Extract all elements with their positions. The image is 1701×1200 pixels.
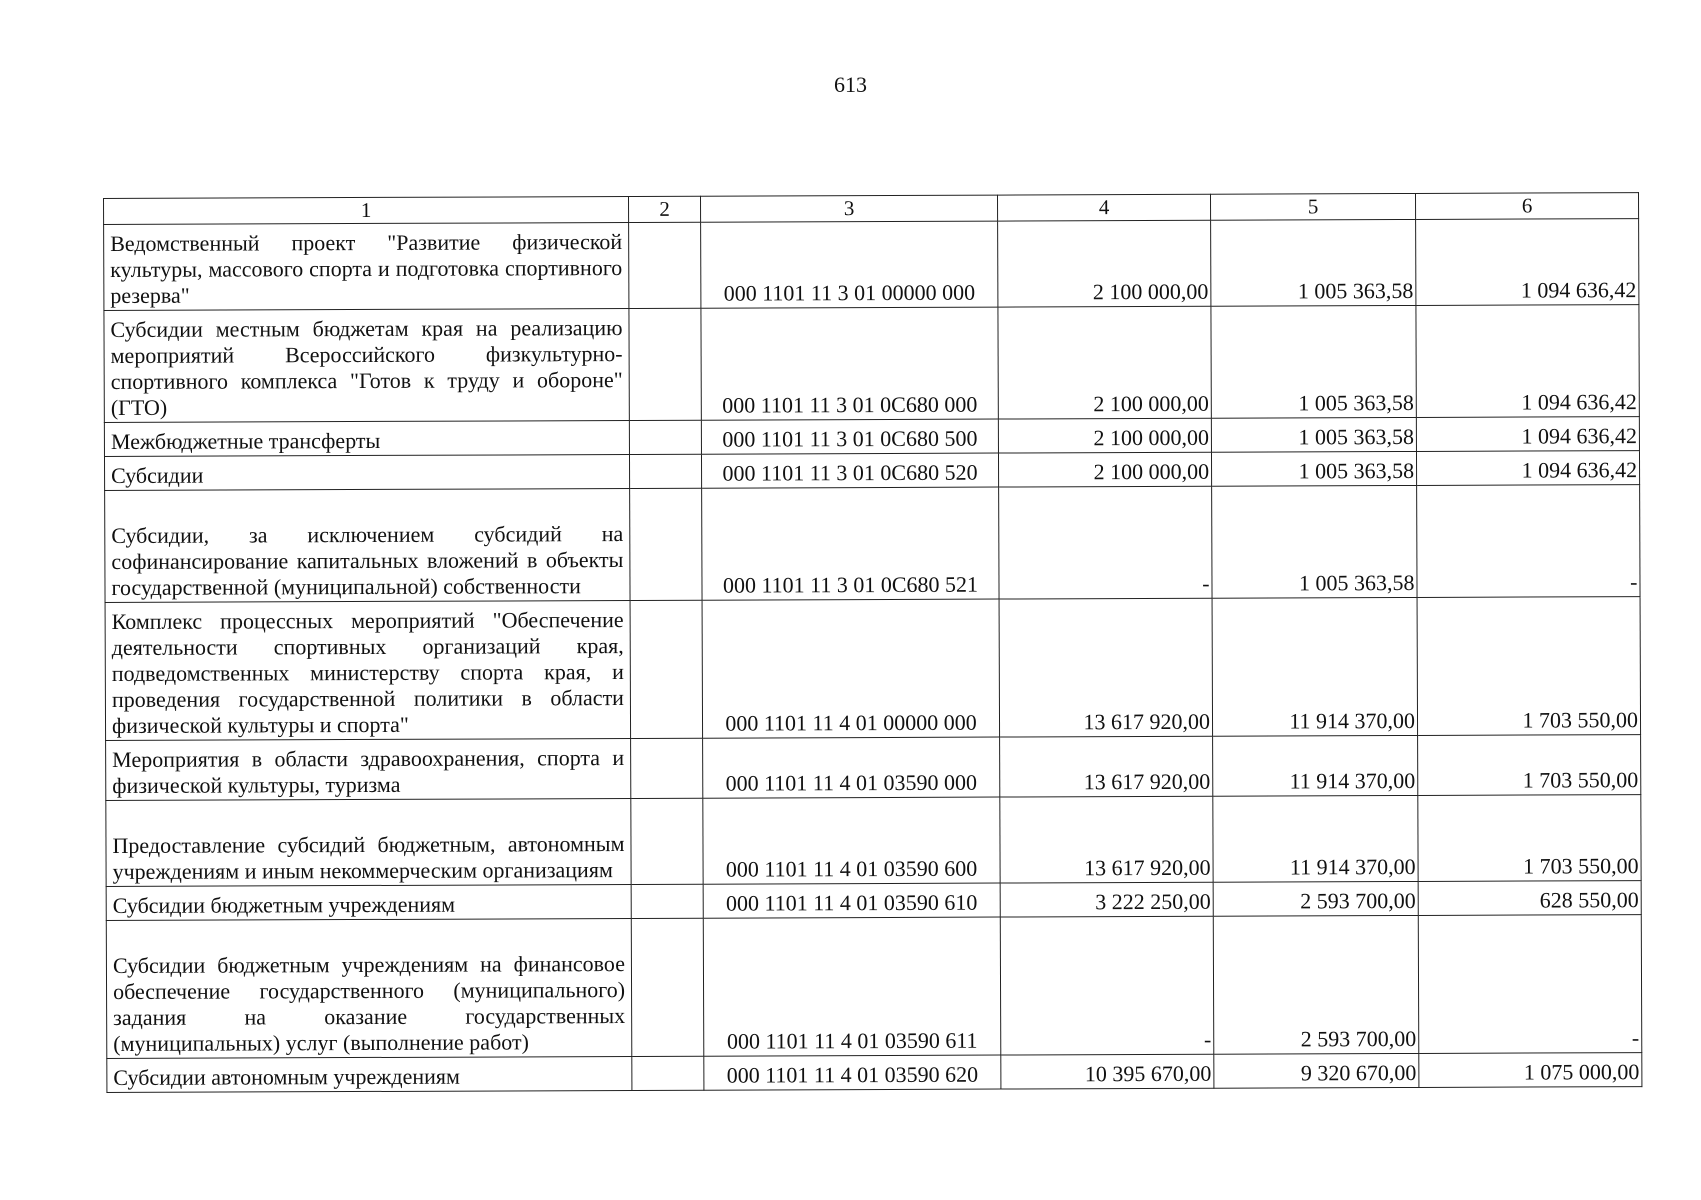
row-col5: 1 005 363,58 [1212,485,1417,598]
row-col4: 3 222 250,00 [1000,882,1213,917]
row-col6: 1 075 000,00 [1419,1053,1642,1088]
table-row [105,597,1641,741]
row-name: Ведомственный проект "Развитие физической культуры, массового спорта и подготовка спортивного резерва" [104,222,629,310]
row-col2 [632,1056,704,1090]
row-col6: 1 094 636,42 [1416,305,1639,418]
row-col6: - [1418,915,1642,1054]
row-name: Субсидии, за исключением субсидий на софинансирование капитальных вложений в объекты государственной (муниципальной) собственности [105,488,630,602]
row-code: 000 1101 11 3 01 0С680 500 [701,419,998,454]
column-header-1: 1 [104,196,629,224]
column-header-2: 2 [628,196,700,222]
row-col4: - [1000,916,1214,1055]
table-body [104,219,1642,1093]
row-col2 [630,600,703,738]
row-col6: 1 703 550,00 [1418,735,1641,796]
row-col5: 2 593 700,00 [1213,881,1418,916]
column-header-3: 3 [700,195,997,222]
table-row [106,795,1641,887]
row-col6: - [1417,485,1640,598]
row-col5: 11 914 370,00 [1213,735,1418,796]
table-row [105,485,1640,603]
row-name: Межбюджетные трансферты [104,420,629,456]
row-col5: 9 320 670,00 [1214,1053,1419,1088]
row-col4: 13 617 920,00 [1000,796,1213,883]
row-col6: 628 550,00 [1418,881,1641,916]
row-col5: 1 005 363,58 [1211,305,1416,418]
row-col6: 1 703 550,00 [1417,597,1641,736]
row-col4: - [999,486,1212,599]
budget-table [103,192,1642,1093]
row-col2 [631,884,703,918]
row-col2 [630,488,702,600]
row-col2 [629,222,701,308]
row-col4: 2 100 000,00 [998,418,1211,453]
row-code: 000 1101 11 3 01 0С680 520 [701,453,998,488]
row-code: 000 1101 11 3 01 0С680 000 [701,307,998,420]
row-col2 [629,454,701,488]
table-row [106,915,1642,1059]
row-col2 [629,308,701,420]
row-name: Субсидии [104,454,629,490]
row-col4: 10 395 670,00 [1001,1054,1214,1089]
row-col2 [631,798,703,884]
row-col5: 11 914 370,00 [1213,795,1418,882]
table-row [104,305,1639,423]
row-col4: 2 100 000,00 [998,220,1211,307]
row-name: Комплекс процессных мероприятий "Обеспечение деятельности спортивных организаций края, подведомственных министерству спорта края, и проведения государственной политики в области физической культуры и спорта" [105,600,631,740]
row-col5: 1 005 363,58 [1211,451,1416,486]
row-col5: 2 593 700,00 [1213,915,1419,1054]
page-number: 613 [834,72,867,97]
column-header-6: 6 [1415,193,1638,220]
row-code: 000 1101 11 3 01 00000 000 [701,221,998,308]
row-col4: 13 617 920,00 [999,598,1213,737]
row-col6: 1 094 636,42 [1416,451,1639,486]
row-name: Субсидии бюджетным учреждениям [106,884,631,920]
row-name: Субсидии местным бюджетам края на реализацию мероприятий Всероссийского физкультурно-спортивного комплекса "Готов к труду и обороне" (ГТО) [104,308,629,422]
row-name: Мероприятия в области здравоохранения, спорта и физической культуры, туризма [106,738,631,800]
row-code: 000 1101 11 3 01 0С680 521 [702,487,999,600]
table-row [106,735,1641,801]
table-row [107,1053,1642,1093]
row-name: Субсидии бюджетным учреждениям на финансовое обеспечение государственного (муниципального) задания на оказание государственных (муниципальных) услуг (выполнение работ) [106,918,632,1058]
row-code: 000 1101 11 4 01 03590 600 [703,797,1000,884]
row-col4: 13 617 920,00 [1000,736,1213,797]
row-name: Субсидии автономным учреждениям [107,1056,632,1092]
row-name: Предоставление субсидий бюджетным, автономным учреждениям и иным некоммерческим организациям [106,798,631,886]
row-col5: 11 914 370,00 [1212,597,1418,736]
row-code: 000 1101 11 4 01 03590 610 [703,883,1000,918]
row-col5: 1 005 363,58 [1211,417,1416,452]
row-col6: 1 094 636,42 [1416,417,1639,452]
row-col2 [629,420,701,454]
table-row [104,219,1639,311]
row-col6: 1 703 550,00 [1418,795,1641,882]
row-col6: 1 094 636,42 [1416,219,1639,306]
row-col4: 2 100 000,00 [998,306,1211,419]
column-header-5: 5 [1210,193,1415,220]
row-col4: 2 100 000,00 [998,452,1211,487]
row-code: 000 1101 11 4 01 00000 000 [702,599,1000,738]
row-code: 000 1101 11 4 01 03590 620 [704,1055,1001,1090]
column-header-4: 4 [997,194,1210,221]
row-code: 000 1101 11 4 01 03590 611 [703,917,1001,1056]
row-code: 000 1101 11 4 01 03590 000 [703,737,1000,798]
row-col5: 1 005 363,58 [1211,219,1416,306]
row-col2 [631,738,703,798]
row-col2 [631,918,704,1056]
